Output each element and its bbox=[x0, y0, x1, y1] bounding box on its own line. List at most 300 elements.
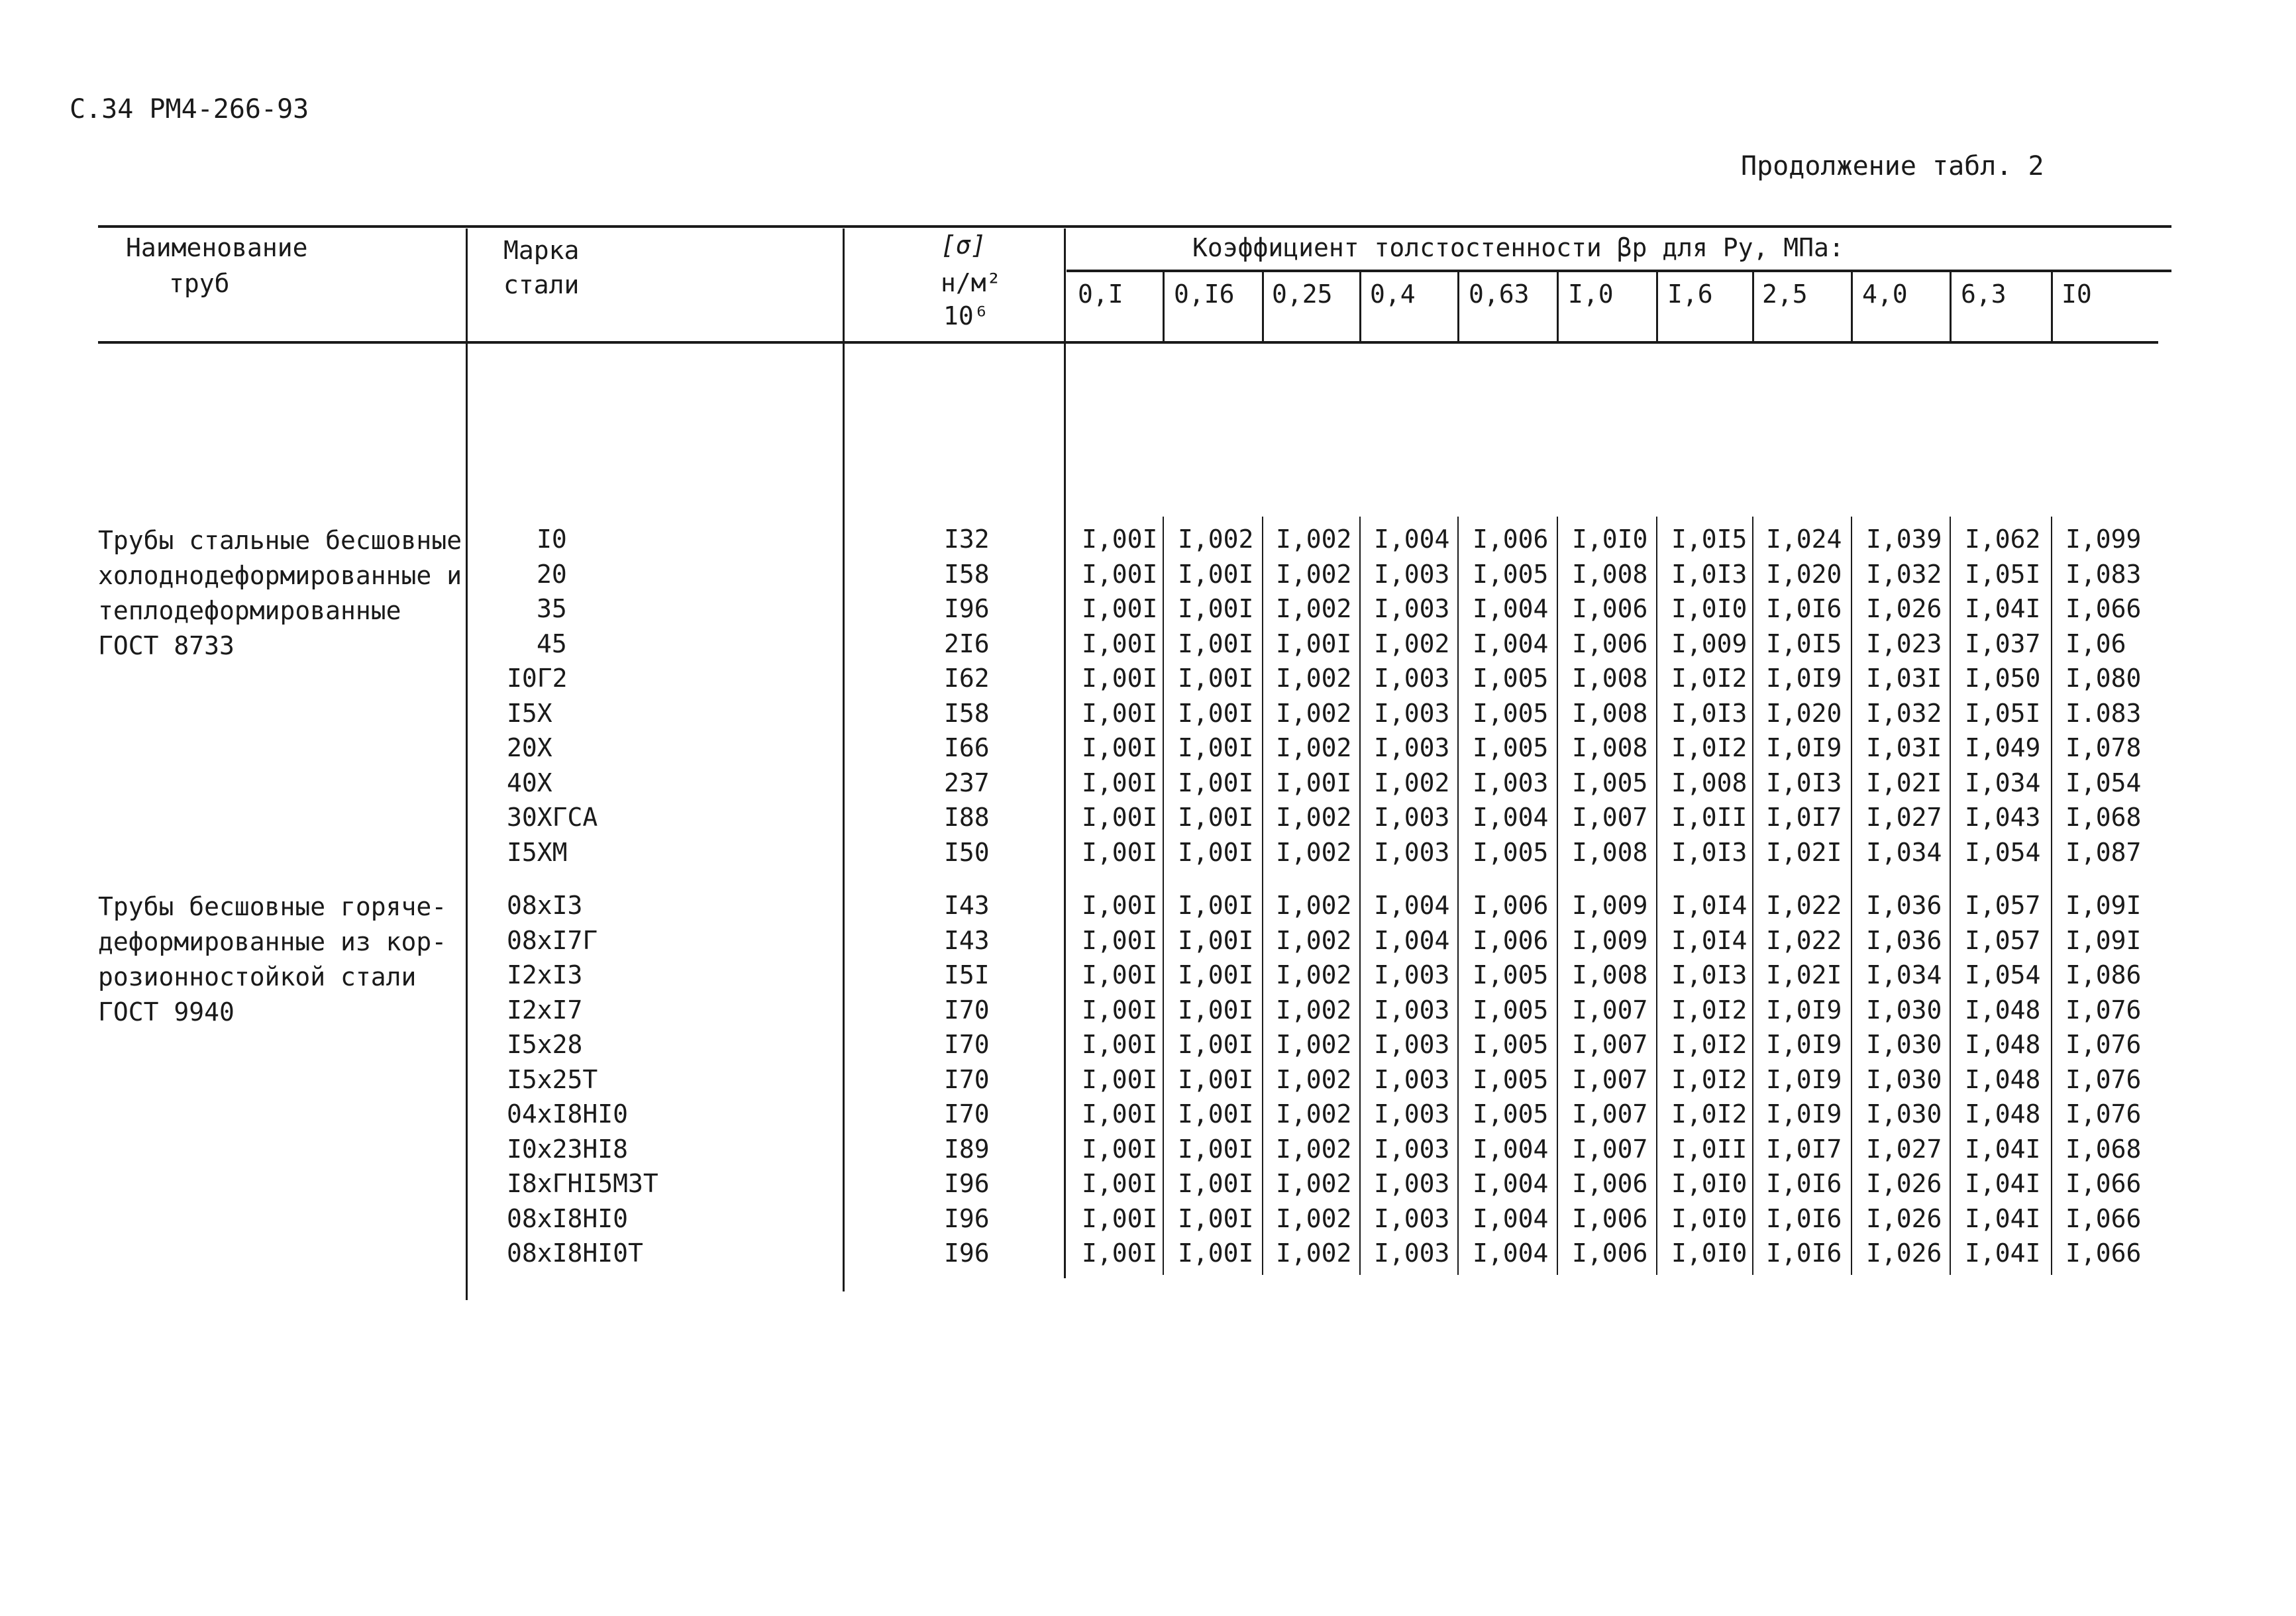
pressure-header-cell: 0,I bbox=[1078, 279, 1123, 309]
coefficient-cell: I,0I6 bbox=[1766, 1238, 1842, 1268]
coefficient-cell: I,002 bbox=[1276, 960, 1352, 989]
coefficient-cell: I,0I3 bbox=[1766, 768, 1842, 797]
coefficient-cell: I,00I bbox=[1178, 960, 1254, 989]
coefficient-cell: I,00I bbox=[1082, 1134, 1158, 1164]
coefficient-cell: I,002 bbox=[1276, 1134, 1352, 1164]
coefficient-cell: I,048 bbox=[1965, 1099, 2041, 1129]
pressure-header-cell: 0,I6 bbox=[1174, 279, 1235, 309]
allowable-stress-cell: I96 bbox=[944, 594, 990, 623]
coefficient-cell: I,002 bbox=[1276, 837, 1352, 867]
coefficient-cell: I,0I0 bbox=[1572, 525, 1648, 554]
pressure-header-cell: 6,3 bbox=[1961, 279, 2007, 309]
coefficient-cell: I,00I bbox=[1082, 960, 1158, 989]
header-stress-scale: 10⁶ bbox=[943, 301, 989, 330]
steel-grade-cell: 08xI8HI0T bbox=[507, 1238, 643, 1268]
coefficient-cell: I,023 bbox=[1866, 629, 1942, 658]
pressure-header-cell: 2,5 bbox=[1762, 279, 1808, 309]
coefficient-cell: I,002 bbox=[1276, 664, 1352, 693]
coefficient-cell: I,054 bbox=[1965, 837, 2041, 867]
allowable-stress-cell: I70 bbox=[944, 1030, 990, 1059]
coefficient-cell: I,005 bbox=[1473, 664, 1549, 693]
coefficient-cell: I,048 bbox=[1965, 1030, 2041, 1059]
coefficient-cell: I,030 bbox=[1866, 1064, 1942, 1094]
coefficient-cell: I,00I bbox=[1178, 1238, 1254, 1268]
coefficient-cell: I,00I bbox=[1082, 837, 1158, 867]
coefficient-cell: I,0I2 bbox=[1671, 1030, 1748, 1059]
coefficient-cell: I,0I9 bbox=[1766, 733, 1842, 762]
coefficient-cell: I,006 bbox=[1572, 629, 1648, 658]
coefficient-cell: I,048 bbox=[1965, 1064, 2041, 1094]
coefficient-cell: I,068 bbox=[2065, 1134, 2142, 1164]
coefficient-cell: I,02I bbox=[1766, 837, 1842, 867]
coefficient-cell: I,005 bbox=[1473, 960, 1549, 989]
coefficient-cell: I,00I bbox=[1178, 837, 1254, 867]
pressure-col-sep bbox=[1752, 517, 1753, 1275]
coefficient-cell: I,04I bbox=[1965, 1169, 2041, 1198]
coefficient-cell: I,00I bbox=[1178, 698, 1254, 728]
coefficient-cell: I,003 bbox=[1374, 1134, 1450, 1164]
col-sep-name bbox=[466, 228, 468, 1300]
coefficient-cell: I,007 bbox=[1572, 1134, 1648, 1164]
coefficient-cell: I,022 bbox=[1766, 891, 1842, 920]
coefficient-cell: I,00I bbox=[1082, 925, 1158, 955]
coefficient-cell: I,032 bbox=[1866, 698, 1942, 728]
coefficient-cell: I,0I0 bbox=[1671, 594, 1748, 623]
coefficient-cell: I,005 bbox=[1473, 837, 1549, 867]
coefficient-cell: I,027 bbox=[1866, 803, 1942, 832]
coefficient-cell: I,00I bbox=[1178, 1169, 1254, 1198]
coefficient-cell: I,00I bbox=[1082, 803, 1158, 832]
coefficient-cell: I,005 bbox=[1473, 698, 1549, 728]
coefficient-cell: I,030 bbox=[1866, 995, 1942, 1025]
coefficient-cell: I,02I bbox=[1766, 960, 1842, 989]
coefficient-cell: I,003 bbox=[1374, 1169, 1450, 1198]
coefficient-cell: I,0II bbox=[1671, 803, 1748, 832]
pressure-col-sep bbox=[1950, 517, 1951, 1275]
coefficient-cell: I,003 bbox=[1374, 960, 1450, 989]
header-name-line1: Наименование bbox=[126, 233, 308, 262]
coefficient-cell: I,076 bbox=[2065, 995, 2142, 1025]
coefficient-cell: I,00I bbox=[1082, 698, 1158, 728]
coefficient-cell: I,008 bbox=[1572, 837, 1648, 867]
steel-grade-cell: I0Г2 bbox=[507, 664, 568, 693]
pipe-group-name bbox=[98, 889, 446, 1030]
coefficient-cell: I,036 bbox=[1866, 925, 1942, 955]
coefficient-cell: I,00I bbox=[1082, 1238, 1158, 1268]
coefficient-cell: I,00I bbox=[1082, 525, 1158, 554]
coefficient-cell: I,00I bbox=[1178, 664, 1254, 693]
coefficient-cell: I,0I7 bbox=[1766, 1134, 1842, 1164]
coefficient-cell: I,00I bbox=[1178, 891, 1254, 920]
coefficient-cell: I,002 bbox=[1374, 629, 1450, 658]
header-grade-line2: стали bbox=[503, 270, 580, 299]
coefficient-cell: I,050 bbox=[1965, 664, 2041, 693]
pipe-group-name-line: Трубы бесшовные горяче- bbox=[98, 892, 447, 921]
coefficient-cell: I,002 bbox=[1276, 594, 1352, 623]
pressure-col-sep bbox=[1950, 272, 1952, 341]
pipe-group-name-line: розионностойкой стали bbox=[98, 962, 417, 991]
coefficient-cell: I,00I bbox=[1178, 1064, 1254, 1094]
pressure-col-sep bbox=[1163, 272, 1165, 341]
allowable-stress-cell: I96 bbox=[944, 1169, 990, 1198]
coefficient-cell: I,007 bbox=[1572, 1064, 1648, 1094]
page-header: С.34 РМ4-266-93 bbox=[70, 94, 309, 125]
col-sep-stress bbox=[1064, 228, 1066, 1278]
coefficient-cell: I,00I bbox=[1178, 733, 1254, 762]
coefficient-cell: I,066 bbox=[2065, 594, 2142, 623]
allowable-stress-cell: I32 bbox=[944, 525, 990, 554]
pressure-col-sep bbox=[1359, 272, 1361, 341]
steel-grade-cell: I5x28 bbox=[507, 1030, 583, 1059]
coefficient-cell: I,083 bbox=[2065, 559, 2142, 589]
coefficient-cell: I,004 bbox=[1473, 629, 1549, 658]
steel-grade-cell: 08xI8HI0 bbox=[507, 1203, 629, 1233]
coefficient-cell: I,005 bbox=[1473, 733, 1549, 762]
pressure-header-cell: I,0 bbox=[1568, 279, 1614, 309]
allowable-stress-cell: I70 bbox=[944, 1099, 990, 1129]
pressure-header-cell: I,6 bbox=[1667, 279, 1713, 309]
coefficient-cell: I,062 bbox=[1965, 525, 2041, 554]
coefficient-cell: I,04I bbox=[1965, 1134, 2041, 1164]
coefficient-cell: I,0I9 bbox=[1766, 664, 1842, 693]
coefficient-cell: I,0I3 bbox=[1671, 960, 1748, 989]
coefficient-cell: I,0I4 bbox=[1671, 925, 1748, 955]
coefficient-cell: I,09I bbox=[2065, 891, 2142, 920]
coefficient-cell: I,054 bbox=[1965, 960, 2041, 989]
allowable-stress-cell: I50 bbox=[944, 837, 990, 867]
coefficient-cell: I,020 bbox=[1766, 698, 1842, 728]
coefficient-cell: I,006 bbox=[1572, 1203, 1648, 1233]
allowable-stress-cell: I58 bbox=[944, 559, 990, 589]
coefficient-cell: I,054 bbox=[2065, 768, 2142, 797]
table-continuation-label: Продолжение табл. 2 bbox=[1741, 151, 2044, 181]
coefficient-cell: I,066 bbox=[2065, 1238, 2142, 1268]
header-stress-symbol: [σ] bbox=[941, 230, 986, 260]
coefficient-cell: I,002 bbox=[1276, 925, 1352, 955]
coefficient-cell: I,003 bbox=[1374, 837, 1450, 867]
coefficient-cell: I,09I bbox=[2065, 925, 2142, 955]
coefficient-cell: I,0I9 bbox=[1766, 995, 1842, 1025]
steel-grade-cell: 40X bbox=[507, 768, 552, 797]
coefficient-cell: I,004 bbox=[1473, 1238, 1549, 1268]
allowable-stress-cell: I43 bbox=[944, 925, 990, 955]
coefficient-cell: I,00I bbox=[1178, 803, 1254, 832]
coefficient-cell: I,043 bbox=[1965, 803, 2041, 832]
coefficient-cell: I,00I bbox=[1178, 629, 1254, 658]
pressure-header-cell: 0,25 bbox=[1272, 279, 1333, 309]
steel-grade-cell: 20X bbox=[507, 733, 552, 762]
coefficient-cell: I,003 bbox=[1374, 1064, 1450, 1094]
coefficient-cell: I,008 bbox=[1671, 768, 1748, 797]
coefficient-cell: I,0I3 bbox=[1671, 698, 1748, 728]
coefficient-cell: I,002 bbox=[1276, 803, 1352, 832]
steel-grade-cell: I2xI7 bbox=[507, 995, 583, 1025]
coefficient-cell: I,0I2 bbox=[1671, 1064, 1748, 1094]
coefficient-cell: I,004 bbox=[1473, 594, 1549, 623]
coefficient-cell: I,034 bbox=[1965, 768, 2041, 797]
coefficient-cell: I,004 bbox=[1473, 1134, 1549, 1164]
pressure-col-sep bbox=[1457, 517, 1459, 1275]
coefficient-cell: I,008 bbox=[1572, 664, 1648, 693]
steel-grade-cell: I5x25T bbox=[507, 1064, 598, 1094]
pressure-header-cell: I0 bbox=[2061, 279, 2092, 309]
coefficient-cell: I,026 bbox=[1866, 1238, 1942, 1268]
coefficient-cell: I,002 bbox=[1276, 559, 1352, 589]
coefficient-cell: I,005 bbox=[1572, 768, 1648, 797]
coefficient-cell: I,00I bbox=[1082, 1169, 1158, 1198]
coefficient-cell: I,0II bbox=[1671, 1134, 1748, 1164]
coefficient-cell: I,005 bbox=[1473, 559, 1549, 589]
coefficient-cell: I,076 bbox=[2065, 1064, 2142, 1094]
coefficient-cell: I,057 bbox=[1965, 891, 2041, 920]
coefficient-cell: I,00I bbox=[1178, 559, 1254, 589]
steel-grade-cell: I0 bbox=[537, 525, 567, 554]
pressure-col-sep bbox=[1752, 272, 1754, 341]
header-bottom-rule bbox=[98, 341, 2158, 344]
coefficient-cell: I,087 bbox=[2065, 837, 2142, 867]
coefficient-cell: I,00I bbox=[1082, 1064, 1158, 1094]
steel-grade-cell: 08xI3 bbox=[507, 891, 583, 920]
coefficient-cell: I,007 bbox=[1572, 995, 1648, 1025]
header-grade-line1: Марка bbox=[503, 236, 580, 265]
coefficient-cell: I,099 bbox=[2065, 525, 2142, 554]
coefficient-cell: I,05I bbox=[1965, 559, 2041, 589]
steel-grade-cell: I5X bbox=[507, 698, 552, 728]
coefficient-cell: I,024 bbox=[1766, 525, 1842, 554]
coefficient-cell: I,080 bbox=[2065, 664, 2142, 693]
allowable-stress-cell: I70 bbox=[944, 995, 990, 1025]
coefficient-cell: I,006 bbox=[1473, 925, 1549, 955]
coefficient-cell: I,0I5 bbox=[1671, 525, 1748, 554]
coefficient-cell: I,0I3 bbox=[1671, 837, 1748, 867]
coefficient-cell: I,04I bbox=[1965, 594, 2041, 623]
steel-grade-cell: 30XГСА bbox=[507, 803, 598, 832]
pressure-header-cell: 0,63 bbox=[1469, 279, 1530, 309]
allowable-stress-cell: I62 bbox=[944, 664, 990, 693]
coefficient-cell: I,002 bbox=[1276, 1099, 1352, 1129]
coefficient-cell: I,022 bbox=[1766, 925, 1842, 955]
coefficient-cell: I,034 bbox=[1866, 960, 1942, 989]
coefficient-cell: I,00I bbox=[1082, 559, 1158, 589]
coefficient-cell: I,00I bbox=[1178, 925, 1254, 955]
coefficient-cell: I,002 bbox=[1276, 1169, 1352, 1198]
coefficient-cell: I,03I bbox=[1866, 733, 1942, 762]
coefficient-cell: I,036 bbox=[1866, 891, 1942, 920]
pressure-col-sep bbox=[1457, 272, 1459, 341]
coefficient-cell: I,006 bbox=[1473, 891, 1549, 920]
coefficient-cell: I,00I bbox=[1178, 1203, 1254, 1233]
steel-grade-cell: 08xI7Г bbox=[507, 925, 598, 955]
coefficient-cell: I,00I bbox=[1276, 629, 1352, 658]
pressure-col-sep bbox=[1557, 517, 1558, 1275]
coefficient-cell: I,003 bbox=[1374, 803, 1450, 832]
allowable-stress-cell: I96 bbox=[944, 1203, 990, 1233]
coefficient-cell: I,020 bbox=[1766, 559, 1842, 589]
coefficient-cell: I,004 bbox=[1374, 925, 1450, 955]
coefficient-cell: I,048 bbox=[1965, 995, 2041, 1025]
header-name-line2: труб bbox=[169, 269, 230, 298]
coefficient-cell: I,0I3 bbox=[1671, 559, 1748, 589]
coefficient-cell: I,0I0 bbox=[1671, 1169, 1748, 1198]
coefficient-cell: I,03I bbox=[1866, 664, 1942, 693]
coefficient-cell: I,003 bbox=[1374, 733, 1450, 762]
coefficient-cell: I,008 bbox=[1572, 559, 1648, 589]
coefficient-cell: I,003 bbox=[1374, 1203, 1450, 1233]
coefficient-cell: I,009 bbox=[1572, 891, 1648, 920]
allowable-stress-cell: I5I bbox=[944, 960, 990, 989]
coefficient-cell: I,003 bbox=[1374, 594, 1450, 623]
allowable-stress-cell: I96 bbox=[944, 1238, 990, 1268]
steel-grade-cell: 35 bbox=[537, 594, 567, 623]
coefficient-cell: I,0I2 bbox=[1671, 664, 1748, 693]
pressure-col-sep bbox=[1851, 517, 1852, 1275]
coefficient-cell: I,049 bbox=[1965, 733, 2041, 762]
coefficient-cell: I,032 bbox=[1866, 559, 1942, 589]
allowable-stress-cell: I58 bbox=[944, 698, 990, 728]
coefficient-cell: I,0I5 bbox=[1766, 629, 1842, 658]
coefficient-cell: I,002 bbox=[1276, 698, 1352, 728]
coefficient-cell: I,002 bbox=[1276, 1030, 1352, 1059]
coefficient-cell: I,00I bbox=[1082, 594, 1158, 623]
coefficient-cell: I,003 bbox=[1374, 1238, 1450, 1268]
coefficient-cell: I,00I bbox=[1178, 768, 1254, 797]
pressure-col-sep bbox=[1262, 272, 1264, 341]
coefficient-cell: I,00I bbox=[1082, 629, 1158, 658]
coefficient-cell: I,00I bbox=[1178, 1134, 1254, 1164]
coefficient-cell: I,0I0 bbox=[1671, 1203, 1748, 1233]
pipe-group-name bbox=[98, 523, 462, 664]
coefficient-cell: I,026 bbox=[1866, 594, 1942, 623]
coefficient-cell: I,0I2 bbox=[1671, 733, 1748, 762]
allowable-stress-cell: 2I6 bbox=[944, 629, 990, 658]
coefficient-cell: I,00I bbox=[1178, 995, 1254, 1025]
coefficient-cell: I,009 bbox=[1671, 629, 1748, 658]
pressure-col-sep bbox=[1656, 517, 1657, 1275]
coefficient-cell: I,002 bbox=[1276, 1238, 1352, 1268]
steel-grade-cell: 20 bbox=[537, 559, 567, 589]
coefficient-cell: I,005 bbox=[1473, 1064, 1549, 1094]
coefficient-cell: I,007 bbox=[1572, 1030, 1648, 1059]
coefficient-cell: I,002 bbox=[1276, 995, 1352, 1025]
coefficient-cell: I,003 bbox=[1374, 995, 1450, 1025]
header-stress-unit: н/м² bbox=[941, 268, 1002, 297]
coefficient-cell: I,005 bbox=[1473, 1030, 1549, 1059]
coefficient-cell: I,008 bbox=[1572, 960, 1648, 989]
pressure-col-sep bbox=[1359, 517, 1361, 1275]
coefficient-cell: I,078 bbox=[2065, 733, 2142, 762]
steel-grade-cell: 04xI8HI0 bbox=[507, 1099, 629, 1129]
allowable-stress-cell: I89 bbox=[944, 1134, 990, 1164]
coefficient-cell: I,068 bbox=[2065, 803, 2142, 832]
coefficient-cell: I,005 bbox=[1473, 995, 1549, 1025]
coefficient-cell: I,00I bbox=[1082, 1099, 1158, 1129]
coefficient-cell: I,002 bbox=[1276, 1064, 1352, 1094]
coefficient-cell: I,066 bbox=[2065, 1203, 2142, 1233]
pipe-group-name-line: теплодеформированные bbox=[98, 596, 401, 625]
coefficient-cell: I,00I bbox=[1082, 733, 1158, 762]
coefficient-cell: I,0I2 bbox=[1671, 995, 1748, 1025]
coefficient-cell: I,0I9 bbox=[1766, 1064, 1842, 1094]
coefficient-cell: I,00I bbox=[1082, 891, 1158, 920]
table-top-rule bbox=[98, 225, 2171, 228]
coefficient-cell: I,00I bbox=[1276, 768, 1352, 797]
coefficient-cell: I,0I7 bbox=[1766, 803, 1842, 832]
coefficient-cell: I,04I bbox=[1965, 1203, 2041, 1233]
coefficient-cell: I,00I bbox=[1178, 594, 1254, 623]
pressure-col-sep bbox=[2051, 272, 2053, 341]
coefficient-cell: I,039 bbox=[1866, 525, 1942, 554]
allowable-stress-cell: I43 bbox=[944, 891, 990, 920]
coefficient-cell: I,030 bbox=[1866, 1030, 1942, 1059]
coefficient-cell: I,030 bbox=[1866, 1099, 1942, 1129]
coefficient-cell: I,0I2 bbox=[1671, 1099, 1748, 1129]
coefficient-cell: I,004 bbox=[1473, 803, 1549, 832]
coefficient-cell: I,0I6 bbox=[1766, 1203, 1842, 1233]
coefficient-cell: I,004 bbox=[1473, 1203, 1549, 1233]
coefficient-cell: I,002 bbox=[1276, 1203, 1352, 1233]
coefficient-cell: I,00I bbox=[1082, 1030, 1158, 1059]
coefficient-cell: I,003 bbox=[1473, 768, 1549, 797]
col-sep-grade bbox=[843, 228, 845, 1291]
coefficient-cell: I,086 bbox=[2065, 960, 2142, 989]
allowable-stress-cell: 237 bbox=[944, 768, 990, 797]
coefficient-cell: I,04I bbox=[1965, 1238, 2041, 1268]
coefficient-cell: I,0I6 bbox=[1766, 1169, 1842, 1198]
coefficient-cell: I,00I bbox=[1178, 1099, 1254, 1129]
allowable-stress-cell: I88 bbox=[944, 803, 990, 832]
pressure-col-sep bbox=[1656, 272, 1658, 341]
steel-grade-cell: I2xI3 bbox=[507, 960, 583, 989]
coefficient-cell: I,076 bbox=[2065, 1099, 2142, 1129]
coefficient-cell: I,004 bbox=[1374, 525, 1450, 554]
coefficient-cell: I,06 bbox=[2065, 629, 2126, 658]
pressure-header-cell: 4,0 bbox=[1862, 279, 1908, 309]
coef-header-rule bbox=[1067, 270, 2171, 272]
coefficient-cell: I,0I9 bbox=[1766, 1030, 1842, 1059]
coefficient-cell: I,02I bbox=[1866, 768, 1942, 797]
pressure-col-sep bbox=[1163, 517, 1164, 1275]
coefficient-cell: I,005 bbox=[1473, 1099, 1549, 1129]
coefficient-cell: I,007 bbox=[1572, 803, 1648, 832]
pressure-col-sep bbox=[1851, 272, 1853, 341]
coefficient-cell: I,002 bbox=[1178, 525, 1254, 554]
pressure-col-sep bbox=[1557, 272, 1559, 341]
coefficient-cell: I,002 bbox=[1276, 733, 1352, 762]
coefficient-cell: I,037 bbox=[1965, 629, 2041, 658]
coefficient-cell: I,004 bbox=[1374, 891, 1450, 920]
coefficient-cell: I,004 bbox=[1473, 1169, 1549, 1198]
allowable-stress-cell: I66 bbox=[944, 733, 990, 762]
coefficient-cell: I,057 bbox=[1965, 925, 2041, 955]
pipe-group-name-line: ГОСТ 8733 bbox=[98, 631, 235, 660]
coefficient-cell: I,026 bbox=[1866, 1169, 1942, 1198]
coefficient-cell: I,009 bbox=[1572, 925, 1648, 955]
allowable-stress-cell: I70 bbox=[944, 1064, 990, 1094]
coefficient-cell: I,008 bbox=[1572, 698, 1648, 728]
coefficient-cell: I.083 bbox=[2065, 698, 2142, 728]
coefficient-cell: I,0I6 bbox=[1766, 594, 1842, 623]
coefficient-cell: I,006 bbox=[1572, 1238, 1648, 1268]
coefficient-cell: I,027 bbox=[1866, 1134, 1942, 1164]
coefficient-cell: I,0I9 bbox=[1766, 1099, 1842, 1129]
coefficient-cell: I,05I bbox=[1965, 698, 2041, 728]
pipe-group-name-line: холоднодеформированные и bbox=[98, 561, 462, 590]
coefficient-cell: I,00I bbox=[1082, 664, 1158, 693]
pressure-col-sep bbox=[2051, 517, 2052, 1275]
coefficient-cell: I,006 bbox=[1473, 525, 1549, 554]
coefficient-cell: I,002 bbox=[1276, 891, 1352, 920]
steel-grade-cell: I5XM bbox=[507, 837, 568, 867]
